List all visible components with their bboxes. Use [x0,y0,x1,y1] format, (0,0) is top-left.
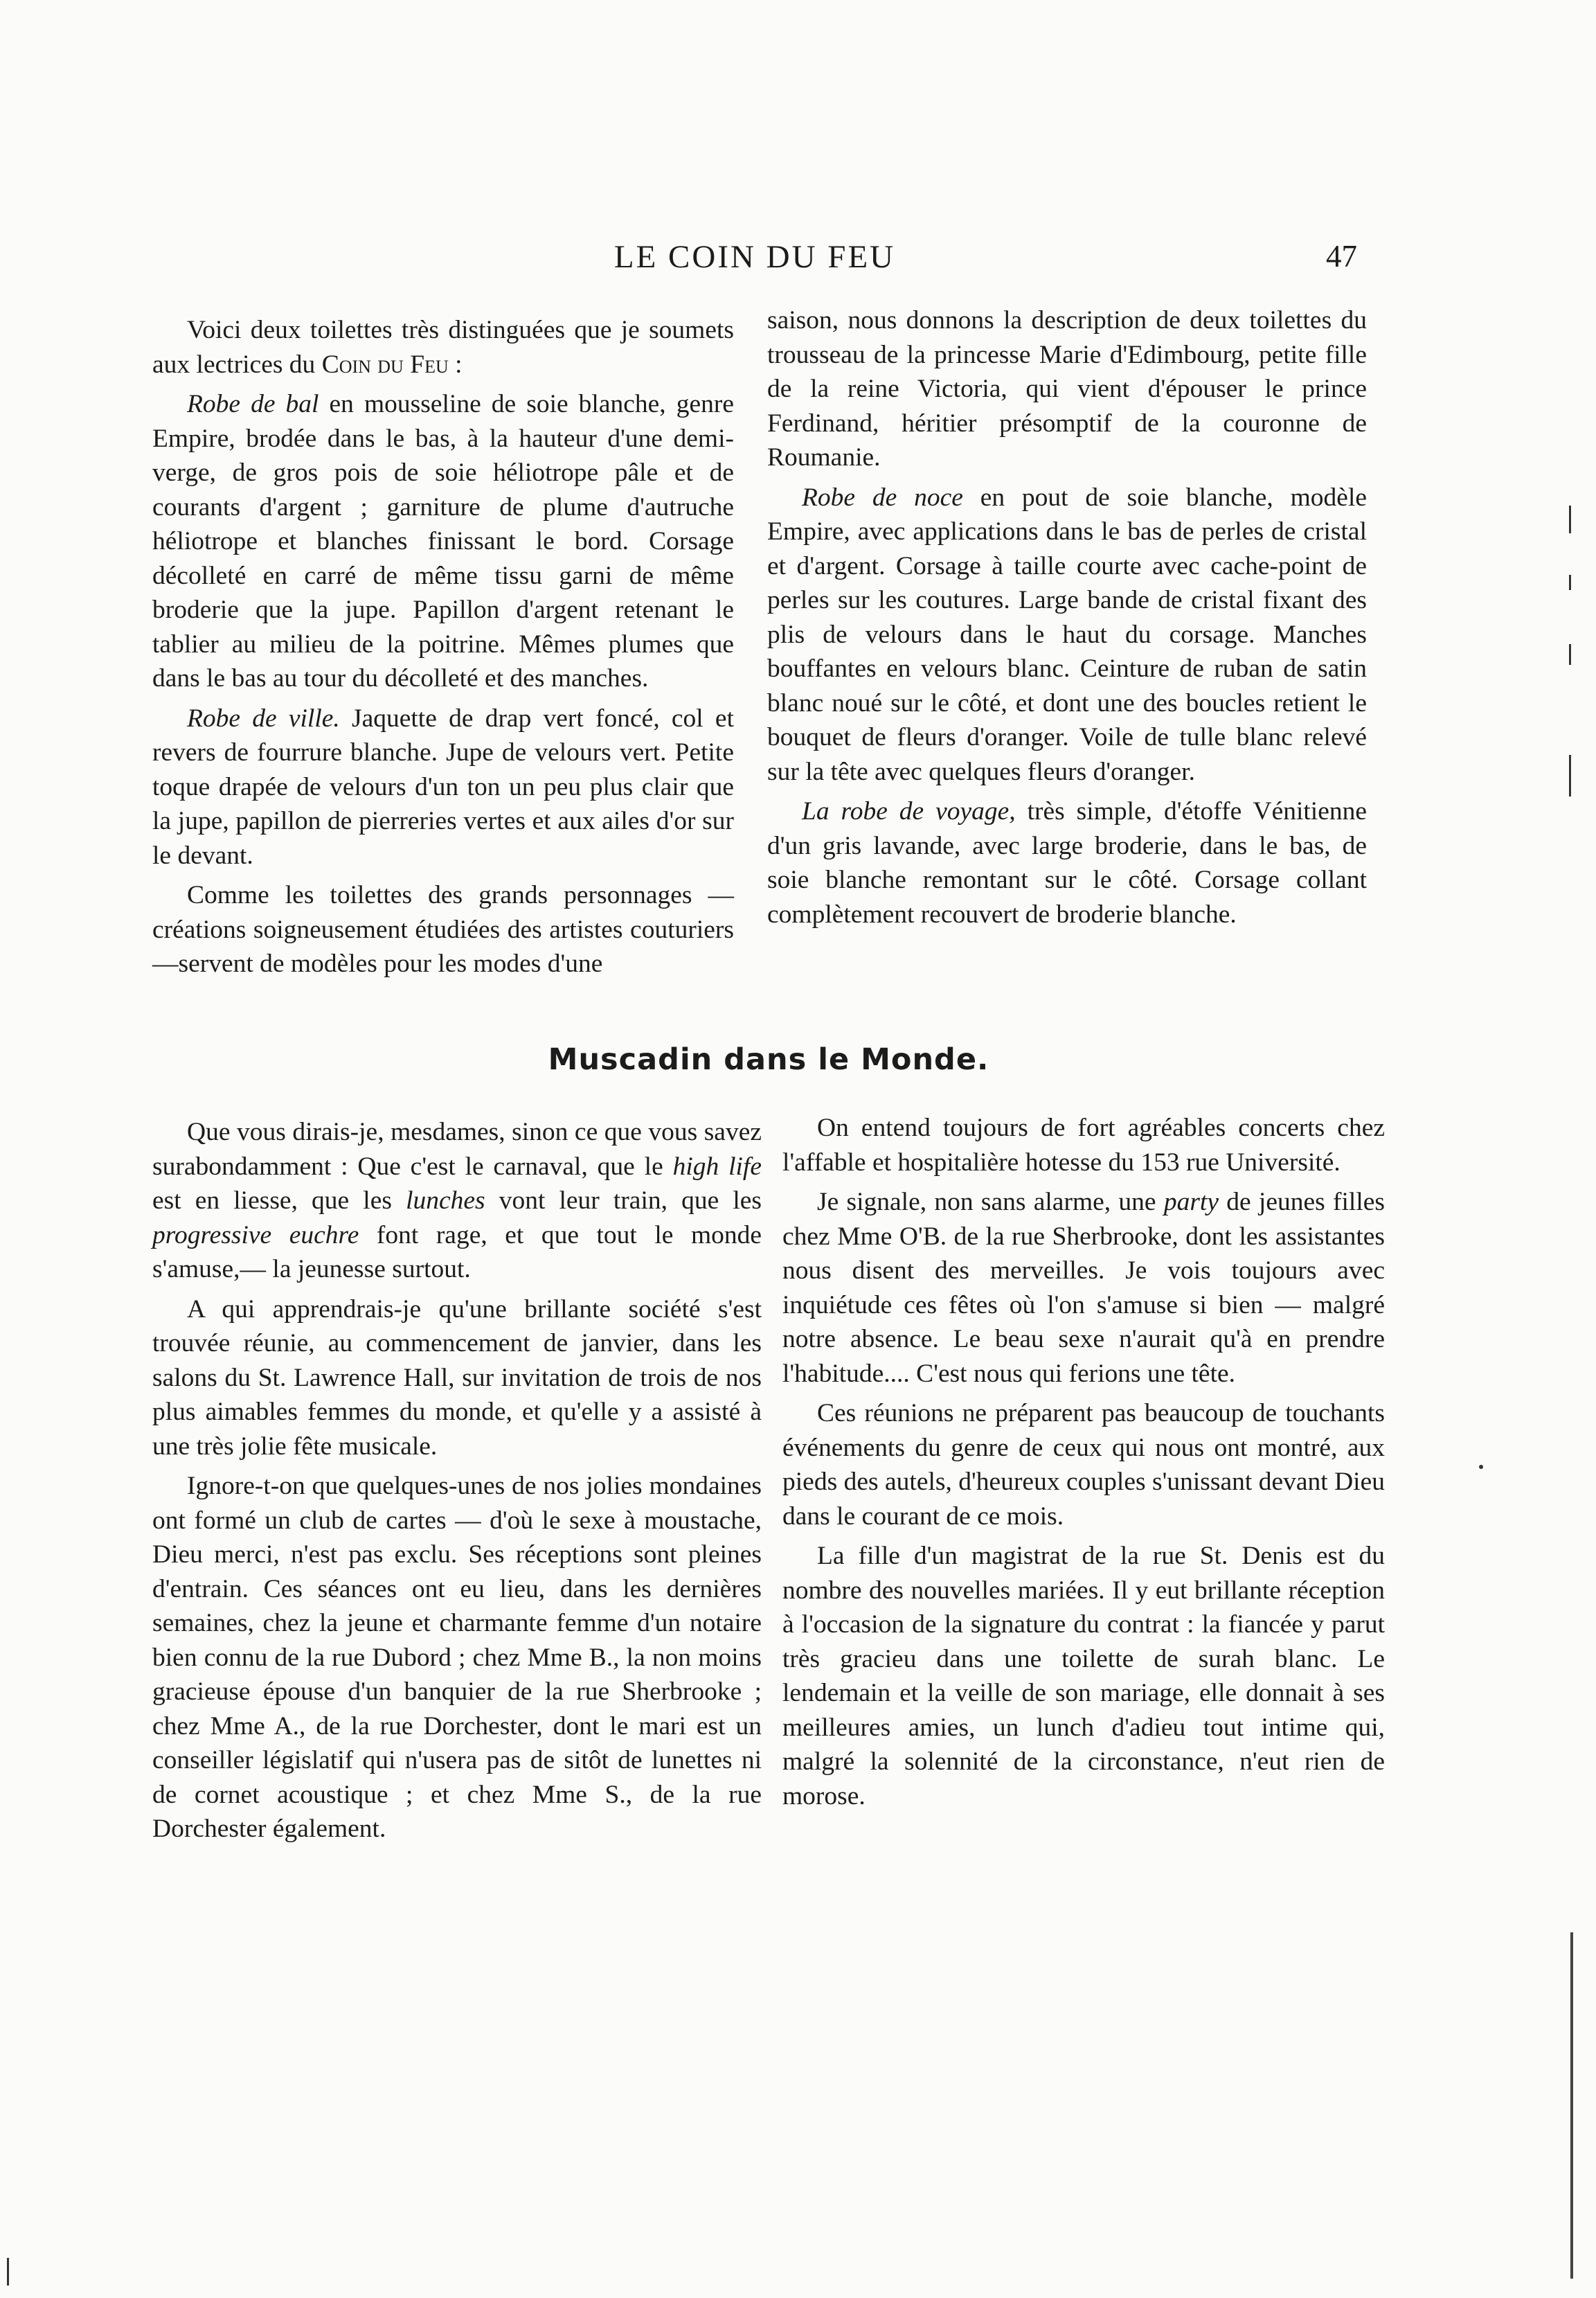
text: vont leur train, que les [485,1186,762,1215]
running-head [152,238,1357,280]
paragraph [152,387,734,696]
italic-term: La robe de voyage, [802,797,1016,826]
paragraph [152,313,734,382]
article-title: Muscadin dans le Monde. [548,1042,989,1077]
text: Ces réunions ne préparent pas beaucoup de touchants événements du genre de ceux qui nous ont montré, aux pieds des autels, d'heureux couples s'unissant devant Dieu dans le courant de ce mois. [782,1399,1385,1531]
text: font rage, et que tout le monde s'amuse,— la jeunesse surtout. [152,1220,762,1283]
text: Comme les toilettes des grands personnages — créations soigneusement étudiées des artistes couturiers—servent de modèles pour les modes d'une [152,881,734,978]
text: Jaquette de drap vert foncé, col et revers de fourrure blanche. Jupe de velours vert. Petite toque drapée de velours d'un ton un peu plus clair que la jupe, papillon de pierreries vertes et aux ailes d'or sur le devant. [152,704,734,870]
paragraph [767,303,1367,475]
text: Que vous dirais-je, mesdames, sinon ce que vous savez surabondamment : Que c'est le carnaval, que le [152,1118,762,1181]
running-title: LE COIN DU FEU [613,239,896,275]
text: Voici deux toilettes très distinguées que je soumets aux lectrices du [152,316,734,379]
scan-artifact [1479,1465,1483,1469]
scan-artifact [1569,506,1571,533]
text: très simple, d'étoffe Vénitienne d'un gris lavande, avec large broderie, dans le bas, de soie blanche remontant sur le côté. Corsage collant complètement recouvert de broderie blanche. [767,797,1368,929]
italic-term: party [1163,1188,1219,1216]
scan-artifact [1569,755,1571,796]
paragraph [767,481,1367,790]
paragraph [782,1396,1385,1533]
scan-artifact [1569,644,1571,665]
paragraph [782,1539,1385,1813]
paragraph [152,1469,762,1846]
magazine-name: Coin du Feu [321,350,449,379]
paragraph [782,1185,1385,1391]
paragraph [767,794,1367,932]
page-number: 47 [1326,239,1357,274]
text: en mousseline de soie blanche, genre Empire, brodée dans le bas, à la hauteur d'une demi-verge, de gros pois de soie héliotrope pâle et de courants d'argent ; garniture de plume d'autruche héliotrope et blanches finissant le bord. Corsage décolleté en carré de même tissu garni de même broderie que la jupe. Papillon d'argent retenant le tablier au milieu de la poitrine. Mêmes plumes que dans le bas au tour du décolleté et des manches. [152,390,734,693]
scan-artifact [1570,1932,1573,2279]
text: en pout de soie blanche, modèle Empire, avec applications dans le bas de perles de cristal et d'argent. Corsage à taille courte avec cache-point de perles sur les coutures. Large bande de cristal fixant des plis de velours dans le haut du corsage. Manches bouffantes en velours blanc. Ceinture de ruban de satin blanc noué sur le côté, et dont une des boucles retient le bouquet de fleurs d'oranger. Voile de tulle blanc relevé sur la tête avec quelques fleurs d'oranger. [767,483,1368,786]
italic-term: Robe de bal [187,390,319,418]
paragraph [152,878,734,981]
column-bottom-left [152,1115,762,1852]
text: est en liesse, que les [152,1186,406,1215]
paragraph [152,1292,762,1464]
scan-artifact [1569,575,1571,590]
text: A qui apprendrais-je qu'une brillante société s'est trouvée réunie, au commencement de janvier, dans les salons du St. Lawrence Hall, sur invitation de trois de nos plus aimables femmes du monde, et qu'elle y a assisté à une très jolie fête musicale. [152,1294,762,1461]
column-bottom-right [782,1111,1385,1819]
text: : [448,350,463,379]
italic-term: Robe de ville. [187,704,340,733]
paragraph [152,1115,762,1287]
text: Ignore-t-on que quelques-unes de nos jolies mondaines ont formé un club de cartes — d'où le sexe à moustache, Dieu merci, n'est pas exclu. Ses réceptions sont pleines d'entrain. Ces séances ont eu lieu, dans les dernières semaines, chez la jeune et charmante femme d'un notaire bien connu de la rue Dubord ; chez Mme B., la non moins gracieuse épouse d'un banquier de la rue Sherbrooke ; chez Mme A., de la rue Dorchester, dont le mari est un conseiller législatif qui n'usera pas de sitôt de lunettes ni de cornet acoustique ; et chez Mme S., de la rue Dorchester également. [152,1472,762,1843]
italic-term: Robe de noce [802,483,963,512]
italic-term: lunches [406,1186,485,1215]
text: La fille d'un magistrat de la rue St. Denis est du nombre des nouvelles mariées. Il y eut brillante réception à l'occasion de la signature du contrat : la fiancée y parut très gracieu dans une toilette de surah blanc. Le lendemain et la veille de son mariage, elle donnait à ses meilleures amies, un lunch d'adieu tout intime qui, malgré la solennité de la circonstance, n'eut rien de morose. [782,1542,1385,1810]
column-top-left [152,313,734,987]
italic-term: progressive euchre [152,1220,359,1249]
text: Je signale, non sans alarme, une [817,1188,1164,1216]
text: On entend toujours de fort agréables concerts chez l'affable et hospitalière hotesse du 153 rue Université. [782,1114,1385,1177]
text: saison, nous donnons la description de deux toilettes du trousseau de la princesse Marie d'Edimbourg, petite fille de la reine Victoria, qui vient d'épouser le prince Ferdinand, héritier présomptif de la couronne de Roumanie. [767,306,1367,472]
italic-term: high life [672,1152,762,1181]
paragraph [152,702,734,873]
scan-artifact [7,2258,9,2286]
paragraph [782,1111,1385,1179]
column-top-right [767,303,1367,937]
text: de jeunes filles chez Mme O'B. de la rue Sherbrooke, dont les assistantes nous disent des merveilles. Je vois toujours avec inquiétude ces fêtes où l'on s'amuse si bien — malgré notre absence. Le beau sexe n'aurait qu'à en prendre l'habitude.... C'est nous qui ferions une tête. [782,1188,1385,1388]
